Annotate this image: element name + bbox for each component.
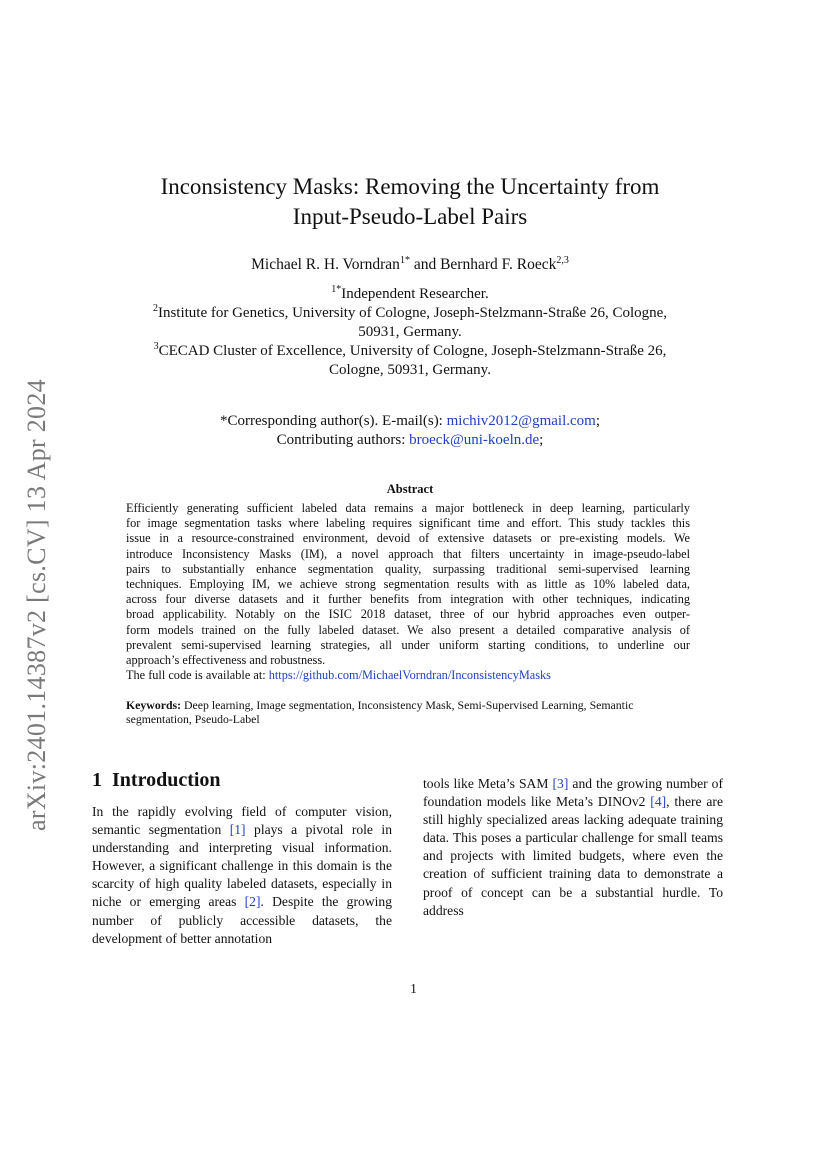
citation-3[interactable]: [3] (552, 776, 569, 791)
author-list (120, 256, 700, 274)
arxiv-sidebar-stamp (14, 360, 60, 850)
author-and: and (413, 256, 437, 273)
paper-title (120, 172, 700, 232)
contributing-email-link[interactable]: broeck@uni-koeln.de (409, 432, 540, 448)
author-1-sup: 1* (399, 254, 410, 266)
citation-4[interactable]: [4] (650, 794, 667, 810)
citation-2[interactable]: [2] (244, 894, 261, 910)
abstract-heading: Abstract (386, 482, 434, 496)
affiliation-1: $^{1*}$Independent Researcher. (331, 284, 489, 302)
author-2-sup: 2,3 (556, 254, 569, 266)
intro-column-left: In the rapidly evolving field of computer vision, semantic segmentation [1] plays a pivotal role in understanding and interpreting visual information. However, a significant challenge in this domain is the scarcity of high quality labeled datasets, especially in niche or emerging areas [2]. Despite the growing number of publicly accessible datasets, the development of better annotation (92, 804, 392, 946)
intro-column-right: tools like Meta’s SAM [3] and the growing number of foundation models like Meta’s DINOv2 [4], there are still highly specialized areas lacking adequate training data. This poses a particular challenge for small teams and projects with limited budgets, where even the creation of sufficient training data to demonstrate a proof of concept can be a substantial hurdle. To address (423, 776, 724, 918)
abstract-text (126, 501, 690, 668)
affiliations (120, 285, 700, 380)
abstract-line: techniques. Employing IM, we achieve strong segmentation results with as little as 10% labeled data, (126, 577, 690, 592)
affiliation-2: $^2$Institute for Genetics, University of Cologne, Joseph-Stelzmann-Straße 26, Cologne, (152, 303, 668, 321)
abstract-line: issue in a resource-constrained environment, devoid of extensive datasets or pre-existing models. We (126, 531, 690, 546)
code-repository-link[interactable]: https://github.com/MichaelVorndran/InconsistencyMasks (268, 668, 551, 683)
title-line-1: Inconsistency Masks: Removing the Uncertainty from (160, 174, 660, 199)
contributing-authors-line: Contributing authors: broeck@uni-koeln.de; (276, 432, 544, 448)
section-number: 1 (92, 769, 102, 791)
abstract-code-line: The full code is available at: https://github.com/MichaelVorndran/InconsistencyMasks (126, 668, 551, 683)
page-number: 1 (410, 981, 417, 996)
keywords-text: Deep learning, Image segmentation, Inconsistency Mask, Semi-Supervised Learning, Semantic segmentation, Pseudo-Label (126, 698, 634, 726)
abstract-body (126, 501, 690, 683)
affiliation-3-cont: Cologne, 50931, Germany. (329, 362, 491, 378)
section-heading-introduction (92, 769, 221, 792)
abstract-line: pairs to substantially enhance segmentation quality, surpassing traditional semi-supervised learning (126, 561, 690, 576)
abstract-line: Efficiently generating sufficient labeled data remains a major bottleneck in deep learning, particularly (126, 501, 690, 515)
keywords (126, 698, 690, 726)
abstract-line: across four diverse datasets and it further benefits from integration with other techniques, indicating (126, 592, 690, 607)
corresponding-email-link[interactable]: michiv2012@gmail.com (446, 413, 596, 429)
arxiv-id-text: arXiv:2401.14387v2 [cs.CV] 13 Apr 2024 (22, 379, 51, 831)
affiliation-3: $^3$CECAD Cluster of Excellence, University of Cologne, Joseph-Stelzmann-Straße 26, (153, 341, 667, 359)
abstract-line: for image segmentation tasks where labeling requires significant time and effort. This study tackles this (126, 516, 690, 531)
keywords-label: Keywords: (126, 698, 182, 712)
title-line-2: Input-Pseudo-Label Pairs (292, 204, 528, 229)
affiliation-2-cont: 50931, Germany. (358, 324, 462, 340)
abstract-line: introduce Inconsistency Masks (IM), a novel approach that filters uncertainty in image-pseudo-label (126, 546, 690, 561)
abstract-line: approach’s effectiveness and robustness. (126, 653, 326, 668)
abstract-line: prevalent semi-supervised learning strategies, all under uniform starting conditions, to underline our (126, 637, 690, 652)
correspondence (120, 412, 700, 450)
corresponding-author-line: *Corresponding author(s). E-mail(s): michiv2012@gmail.com; (219, 413, 600, 429)
section-title: Introduction (112, 769, 221, 791)
author-2: Bernhard F. Roeck (440, 256, 557, 273)
citation-1[interactable]: [1] (229, 822, 246, 838)
abstract-line: broad applicability. Notably on the ISIC 2018 dataset, three of our hybrid approaches even outper- (126, 607, 690, 622)
author-1: Michael R. H. Vorndran (251, 256, 400, 273)
abstract-line: form models trained on the fully labeled dataset. We also present a detailed comparative analysis of (126, 622, 690, 637)
